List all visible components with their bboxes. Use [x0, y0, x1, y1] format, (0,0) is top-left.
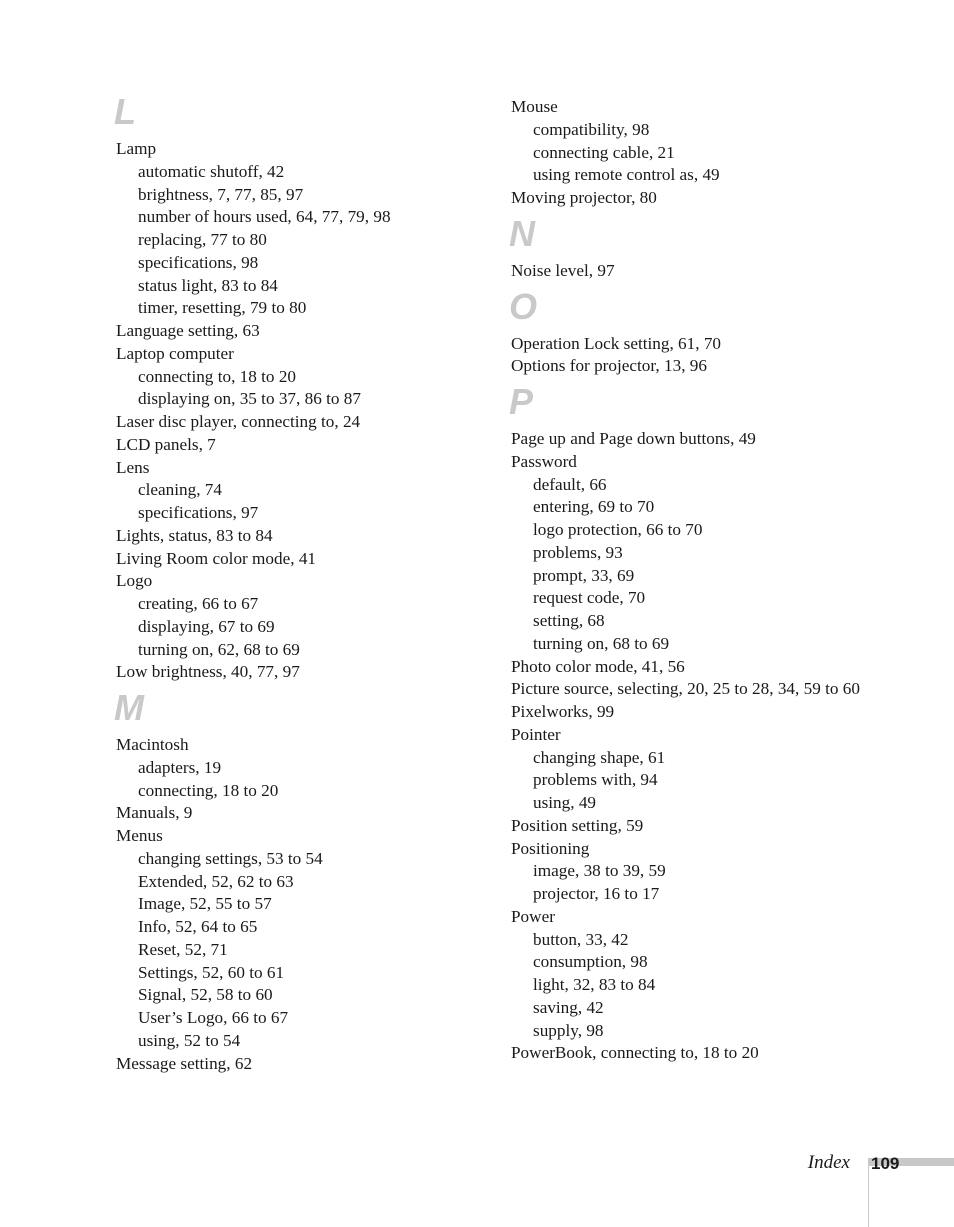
index-entry: LCD panels, 7 — [116, 434, 216, 454]
index-subentry: turning on, 62, 68 to 69 — [138, 639, 300, 659]
index-subentry: connecting to, 18 to 20 — [138, 366, 297, 386]
index-entry: Menus — [116, 826, 163, 845]
index-entry: Positioning — [511, 838, 590, 858]
index-subentry: using remote control as, 49 — [533, 165, 720, 185]
index-subentry: using, 49 — [533, 793, 597, 812]
index-entry: Lamp — [116, 139, 157, 158]
section-letter-heading: O — [509, 285, 538, 327]
index-subentry: light, 32, 83 to 84 — [533, 975, 656, 994]
index-entry: Mouse — [511, 97, 558, 116]
index-entry: Logo — [116, 571, 153, 591]
index-entry: Picture source, selecting, 20, 25 to 28, 34, 59 to 60 — [511, 679, 860, 699]
index-subentry: connecting, 18 to 20 — [138, 780, 279, 800]
index-subentry: specifications, 98 — [138, 252, 259, 272]
index-subentry: brightness, 7, 77, 85, 97 — [138, 184, 304, 204]
index-subentry: status light, 83 to 84 — [138, 275, 278, 295]
index-subentry: Image, 52, 55 to 57 — [138, 894, 272, 914]
index-subentry: specifications, 97 — [138, 503, 259, 522]
index-entry: Lens — [116, 457, 150, 477]
index-subentry: consumption, 98 — [533, 952, 648, 972]
index-entry: Operation Lock setting, 61, 70 — [511, 333, 722, 353]
index-subentry: cleaning, 74 — [138, 480, 222, 500]
index-entry: PowerBook, connecting to, 18 to 20 — [511, 1043, 759, 1063]
index-subentry: request code, 70 — [533, 588, 646, 608]
index-subentry: problems, 93 — [533, 542, 623, 562]
index-entry: Moving projector, 80 — [511, 188, 657, 207]
index-subentry: displaying, 67 to 69 — [138, 616, 275, 636]
index-entry: Position setting, 59 — [511, 815, 644, 835]
index-entry: Power — [511, 906, 555, 926]
section-letter-heading: P — [509, 381, 534, 422]
index-subentry: replacing, 77 to 80 — [138, 230, 267, 249]
index-entry: Laptop computer — [116, 343, 234, 363]
index-subentry: setting, 68 — [533, 611, 605, 630]
index-subentry: User’s Logo, 66 to 67 — [138, 1008, 289, 1027]
page-number: 109 — [871, 1154, 900, 1173]
index-entry: Page up and Page down buttons, 49 — [511, 429, 756, 448]
index-entry: Photo color mode, 41, 56 — [511, 656, 685, 676]
index-subentry: button, 33, 42 — [533, 929, 629, 949]
index-subentry: entering, 69 to 70 — [533, 497, 655, 517]
index-entry: Lights, status, 83 to 84 — [116, 525, 273, 545]
index-column-right — [511, 92, 891, 1065]
index-subentry: logo protection, 66 to 70 — [533, 520, 703, 539]
section-letter-heading: M — [114, 687, 144, 728]
index-subentry: changing shape, 61 — [533, 747, 666, 767]
section-letter-heading: L — [114, 91, 136, 132]
index-subentry: problems with, 94 — [533, 770, 658, 790]
section-letter-heading: N — [509, 212, 535, 254]
footer-section-label: Index — [807, 1152, 850, 1173]
index-subentry: saving, 42 — [533, 997, 604, 1017]
index-subentry: Reset, 52, 71 — [138, 939, 228, 959]
index-entry: Noise level, 97 — [511, 260, 615, 280]
index-subentry: Settings, 52, 60 to 61 — [138, 962, 285, 982]
index-entry: Low brightness, 40, 77, 97 — [116, 662, 300, 682]
index-subentry: displaying on, 35 to 37, 86 to 87 — [138, 389, 361, 409]
index-subentry: number of hours used, 64, 77, 79, 98 — [138, 207, 391, 227]
index-subentry: supply, 98 — [533, 1020, 604, 1040]
index-entry: Living Room color mode, 41 — [116, 548, 317, 568]
index-entry: Message setting, 62 — [116, 1053, 253, 1073]
index-subentry: default, 66 — [533, 474, 607, 494]
footer-divider — [868, 1158, 869, 1227]
index-subentry: prompt, 33, 69 — [533, 565, 635, 585]
index-column-left — [116, 92, 486, 1075]
index-subentry: creating, 66 to 67 — [138, 594, 259, 613]
index-subentry: compatibility, 98 — [533, 119, 650, 139]
index-subentry: using, 52 to 54 — [138, 1030, 241, 1050]
index-subentry: changing settings, 53 to 54 — [138, 848, 323, 868]
index-subentry: Signal, 52, 58 to 60 — [138, 985, 273, 1005]
index-entry: Language setting, 63 — [116, 321, 260, 340]
index-entry: Macintosh — [116, 735, 189, 754]
index-entry: Options for projector, 13, 96 — [511, 356, 707, 376]
index-entry: Manuals, 9 — [116, 803, 193, 823]
index-subentry: Info, 52, 64 to 65 — [138, 917, 258, 936]
index-subentry: timer, resetting, 79 to 80 — [138, 298, 307, 318]
index-entry: Laser disc player, connecting to, 24 — [116, 412, 361, 431]
index-entry: Pointer — [511, 724, 561, 744]
index-subentry: projector, 16 to 17 — [533, 884, 660, 903]
index-subentry: adapters, 19 — [138, 757, 222, 777]
index-subentry: Extended, 52, 62 to 63 — [138, 871, 294, 891]
index-subentry: image, 38 to 39, 59 — [533, 861, 666, 881]
index-subentry: connecting cable, 21 — [533, 142, 675, 162]
index-entry: Pixelworks, 99 — [511, 702, 615, 721]
index-subentry: turning on, 68 to 69 — [533, 633, 670, 653]
index-entry: Password — [511, 451, 577, 471]
index-subentry: automatic shutoff, 42 — [138, 161, 285, 181]
